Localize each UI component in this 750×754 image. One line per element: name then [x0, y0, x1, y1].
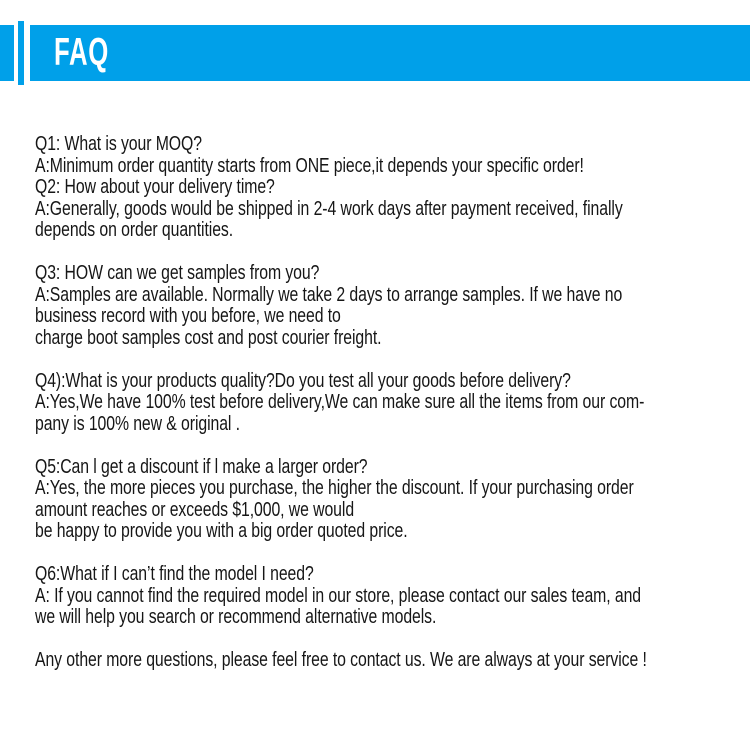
faq-closing-paragraph — [35, 650, 722, 672]
faq-question-5: Q5:Can l get a discount if l make a larger order? — [35, 455, 368, 478]
faq-paragraph-q6 — [35, 564, 722, 629]
faq-content — [35, 134, 722, 672]
faq-header — [0, 25, 750, 81]
faq-question-6: Q6:What if I can’t find the model I need? — [35, 563, 314, 585]
faq-question-2: Q2: How about your delivery time? — [35, 176, 275, 198]
faq-closing-line: Any other more questions, please feel free to contact us. We are always at your service ! — [35, 649, 647, 671]
faq-question-1: Q1: What is your MOQ? — [35, 133, 202, 155]
faq-question-4: Q4):What is your products quality?Do you test all your goods before delivery? — [35, 369, 571, 392]
faq-answer-3-line-3: charge boot samples cost and post courier freight. — [35, 326, 382, 349]
faq-paragraph-q4 — [35, 371, 722, 436]
faq-answer-5-line-1: A:Yes, the more pieces you purchase, the higher the discount. If your purchasing order — [35, 477, 634, 499]
faq-answer-5-line-2: amount reaches or exceeds $1,000, we would — [35, 498, 355, 521]
page-title: FAQ — [54, 31, 109, 74]
faq-question-3: Q3: HOW can we get samples from you? — [35, 262, 320, 284]
faq-answer-2-line-1: A:Generally, goods would be shipped in 2-4 work days after payment received, finally — [35, 197, 623, 220]
header-accent-stripe — [18, 21, 24, 85]
header-bar-left-block — [0, 25, 14, 81]
faq-paragraph-q5 — [35, 457, 722, 543]
faq-answer-4-line-1: A:Yes,We have 100% test before delivery,We can make sure all the items from our com- — [35, 391, 645, 413]
faq-answer-2-line-2: depends on order quantities. — [35, 219, 234, 241]
faq-answer-3-line-2: business record with you before, we need to — [35, 305, 341, 327]
faq-answer-4-line-2: pany is 100% new & original . — [35, 412, 240, 435]
faq-answer-6-line-2: we will help you search or recommend alternative models. — [35, 606, 437, 628]
faq-answer-3-line-1: A:Samples are available. Normally we take 2 days to arrange samples. If we have no — [35, 283, 623, 306]
faq-paragraph-q3 — [35, 263, 722, 349]
faq-answer-5-line-3: be happy to provide you with a big order quoted price. — [35, 520, 408, 542]
faq-answer-6-line-1: A: If you cannot find the required model in our store, please contact our sales team, and — [35, 584, 642, 607]
header-bar — [30, 25, 750, 81]
faq-paragraph-q1-q2 — [35, 134, 722, 242]
faq-answer-1: A:Minimum order quantity starts from ONE piece,it depends your specific order! — [35, 154, 584, 177]
